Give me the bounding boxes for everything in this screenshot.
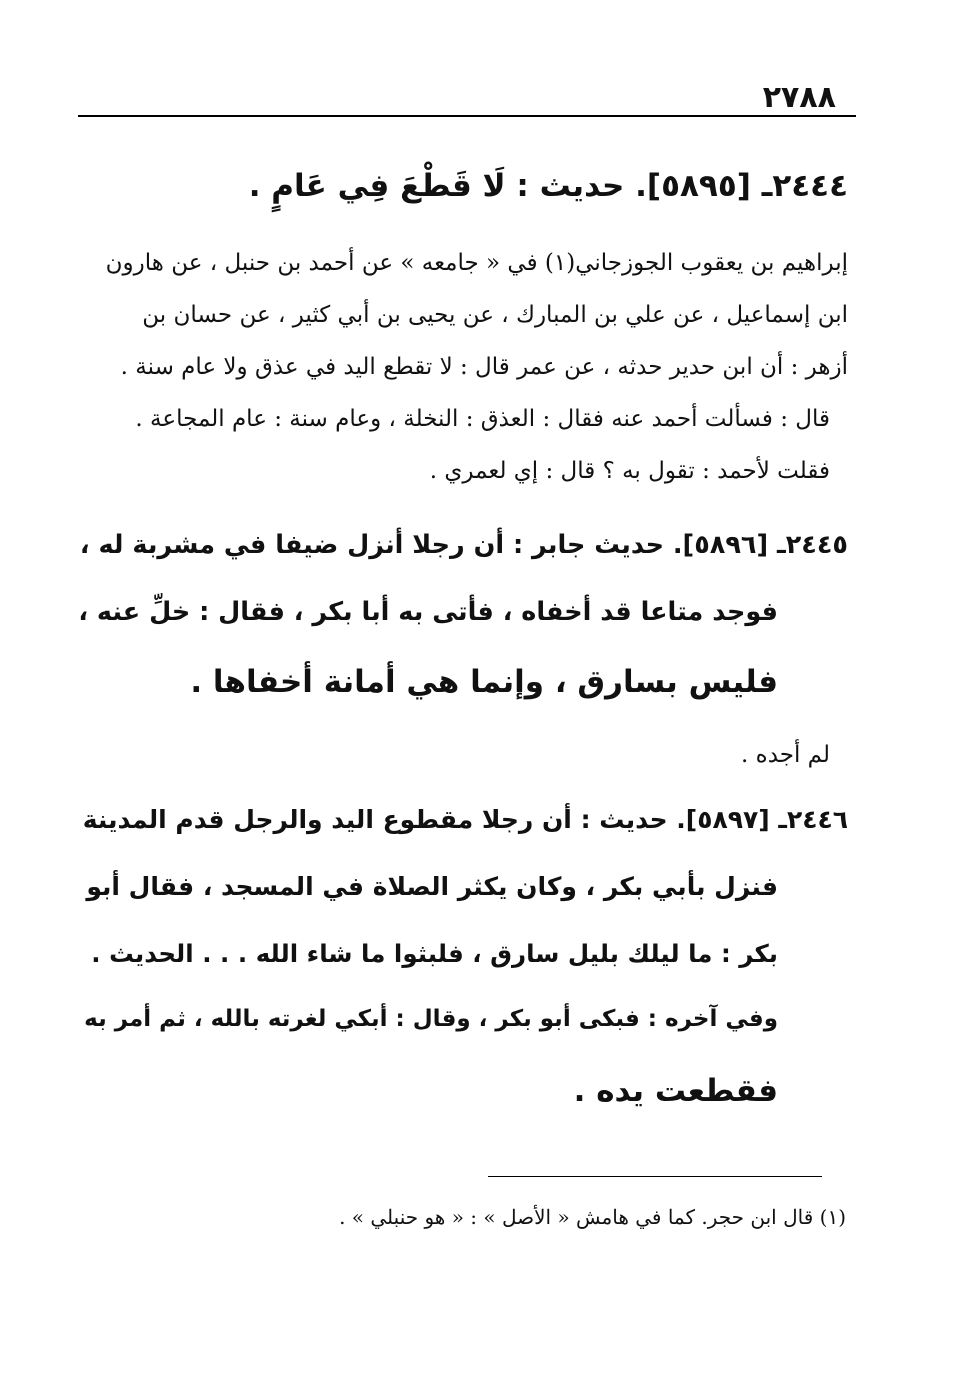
- hadith-heading: ٢٤٤٦ـ [٥٨٩٧]. حديث : أن رجلا مقطوع اليد والرجل قدم المدينة: [82, 805, 848, 834]
- commentary-line: فقلت لأحمد : تقول به ؟ قال : إي لعمري .: [429, 458, 830, 484]
- header-rule: [78, 115, 856, 117]
- hadith-heading: ٢٤٤٤ـ [٥٨٩٥]. حديث : لَا قَطْعَ فِي عَامٍ .: [248, 168, 848, 204]
- footnote: (١) قال ابن حجر. كما في هامش « الأصل » : « هو حنبلي » .: [339, 1205, 846, 1229]
- hadith-line: وفي آخره : فبكى أبو بكر ، وقال : أبكي لغرته بالله ، ثم أمر به: [84, 1006, 778, 1032]
- hadith-line: بكر : ما ليلك بليل سارق ، فلبثوا ما شاء الله . . . الحديث .: [91, 939, 778, 968]
- commentary-line: لم أجده .: [741, 742, 830, 768]
- commentary-line: إبراهيم بن يعقوب الجوزجاني(١) في « جامعه » عن أحمد بن حنبل ، عن هارون: [105, 250, 848, 276]
- page-number: ٢٧٨٨: [762, 80, 836, 115]
- hadith-line: فوجد متاعا قد أخفاه ، فأتى به أبا بكر ، فقال : خلِّ عنه ،: [78, 597, 778, 627]
- commentary-line: ابن إسماعيل ، عن علي بن المبارك ، عن يحيى بن أبي كثير ، عن حسان بن: [142, 302, 848, 328]
- commentary-line: أزهر : أن ابن حدير حدثه ، عن عمر قال : لا تقطع اليد في عذق ولا عام سنة .: [120, 354, 848, 380]
- hadith-heading: ٢٤٤٥ـ [٥٨٩٦]. حديث جابر : أن رجلا أنزل ضيفا في مشربة له ،: [79, 530, 848, 560]
- hadith-line: فليس بسارق ، وإنما هي أمانة أخفاها .: [190, 664, 778, 700]
- commentary-line: قال : فسألت أحمد عنه فقال : العذق : النخلة ، وعام سنة : عام المجاعة .: [135, 406, 830, 432]
- hadith-line: فنزل بأبي بكر ، وكان يكثر الصلاة في المسجد ، فقال أبو: [86, 872, 778, 901]
- hadith-line: فقطعت يده .: [573, 1073, 778, 1109]
- footnote-separator: [488, 1176, 822, 1177]
